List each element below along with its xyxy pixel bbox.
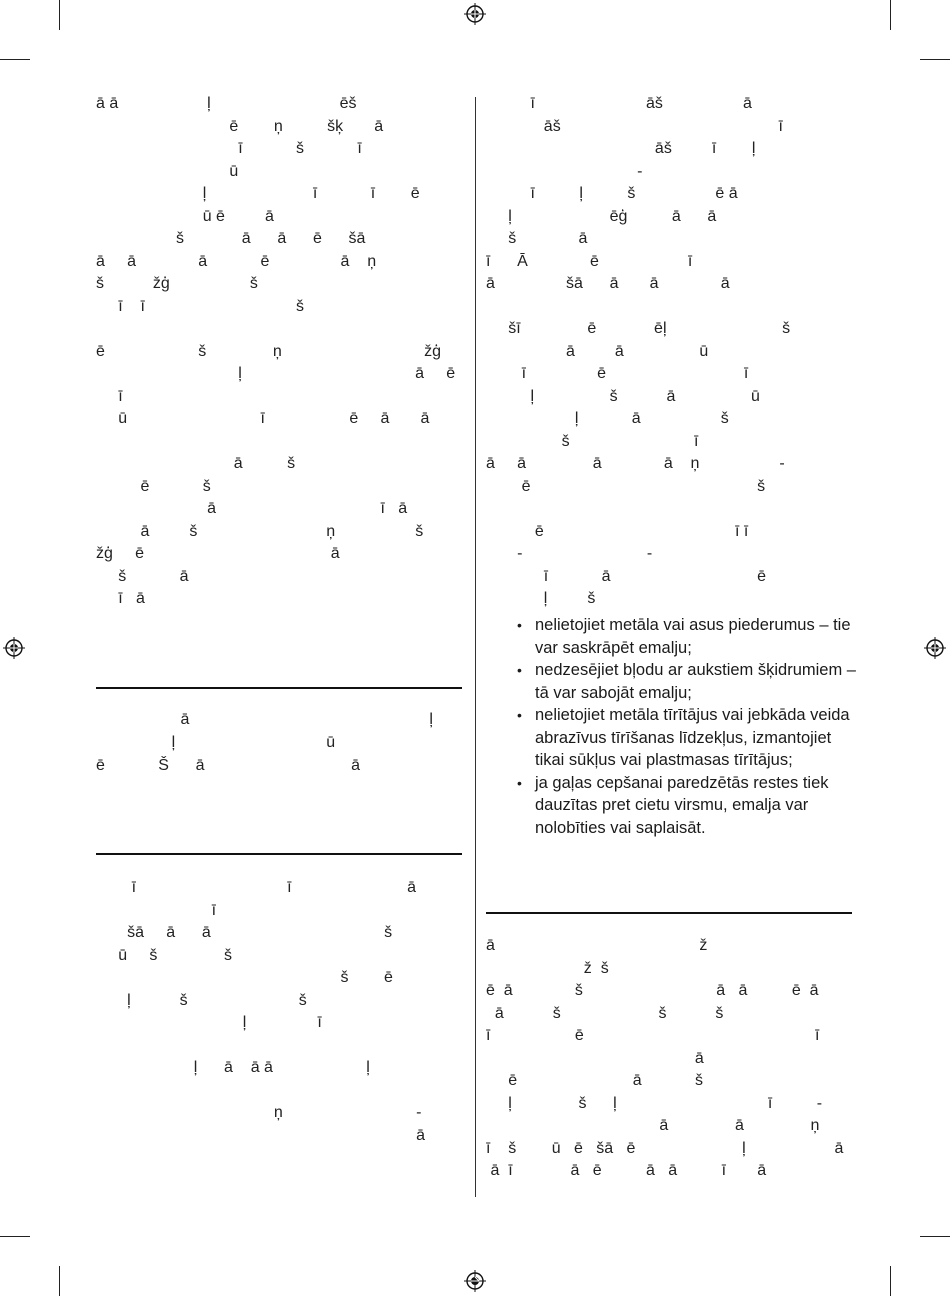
crop-mark <box>920 59 950 60</box>
text-line: ē ā š ā ā ē ā <box>486 982 819 999</box>
text-line: ē š <box>486 477 766 495</box>
text-line: ē ā š <box>486 1072 703 1089</box>
text-line: āš ī <box>486 117 783 135</box>
text-line: š ā <box>486 230 588 247</box>
text-line: ā ā ņ <box>486 1117 820 1134</box>
text-line: ļ ū <box>96 734 336 751</box>
care-instructions-list <box>515 614 860 839</box>
list-item <box>515 772 860 840</box>
text-line: ī ļ š ē ā <box>486 185 738 202</box>
list-item <box>515 659 860 704</box>
registration-crosshair-icon <box>924 637 946 659</box>
text-line: ā ā ļ ēš <box>96 95 357 112</box>
text-line: ā š ņ š <box>96 522 424 540</box>
text-line: ā ā ā ā ņ - <box>486 455 785 472</box>
section-divider <box>96 853 462 855</box>
bullet-icon: • <box>517 774 522 791</box>
text-line: ī <box>96 387 123 405</box>
crop-mark <box>890 1266 891 1296</box>
text-line: ā š š š <box>486 1004 724 1022</box>
text-line: ļ ī ī ē <box>96 185 420 202</box>
text-line: ļ ā ā ā ļ <box>96 1059 370 1076</box>
text-line: ļ š ļ ī - <box>486 1094 823 1112</box>
text-line: ļ ī <box>96 1014 322 1031</box>
text-line: ā ī ā ē ā ā ī ā <box>486 1162 767 1179</box>
text-line: ā <box>96 1126 425 1144</box>
text-line: ē š ņ žģ <box>96 342 441 360</box>
list-item-text: nedzesējiet bļodu ar aukstiem šķidrumiem – tā var sabojāt emalju; <box>535 661 856 702</box>
text-line: ē š <box>96 477 211 495</box>
text-line: ļ ēģ ā ā <box>486 207 717 225</box>
text-line: ē ņ šķ ā <box>96 117 384 135</box>
list-item-text: ja gaļas cepšanai paredzētās restes tiek dauzītas pret cietu virsmu, emalja var nolobīties vai saplaisāt. <box>535 773 829 837</box>
text-line: š žģ š <box>96 275 258 292</box>
text-line: šā ā ā š <box>96 924 393 941</box>
text-line: ā ž <box>486 937 708 954</box>
text-line: ā ī ā <box>96 500 408 517</box>
text-line: ū <box>96 162 239 180</box>
text-line: šī ē ēļ š <box>486 320 791 337</box>
text-line: ļ ā š <box>486 410 729 427</box>
text-line: ī š ū ē šā ē ļ ā <box>486 1139 844 1157</box>
bullet-icon: • <box>517 662 522 678</box>
text-line: ņ - <box>96 1104 422 1121</box>
text-line: ī ā ē <box>486 567 767 585</box>
text-line: ē ī ī <box>486 522 749 540</box>
list-item-text: nelietojiet metāla tīrītājus vai jebkāda veida abrazīvus tīrīšanas līdzekļus, izmantojiet tikai sūkļus vai plastmasas tīrītājus; <box>535 706 850 769</box>
text-line: ī ē ī <box>486 1027 820 1044</box>
text-line: žģ ē ā <box>96 545 340 562</box>
text-line: ļ š ā ū <box>486 387 760 405</box>
list-item <box>515 704 860 772</box>
text-line: ī ā <box>96 590 145 607</box>
crop-mark <box>920 1236 950 1237</box>
registration-crosshair-icon <box>3 637 25 659</box>
text-line: - <box>486 162 643 180</box>
list-item <box>515 614 860 659</box>
crop-mark <box>59 0 60 30</box>
text-line: ī ī ā <box>96 879 417 896</box>
text-line: ā ā ā ē ā ņ <box>96 252 377 270</box>
text-line: ļ ā ē <box>96 365 456 382</box>
text-line: ž š <box>486 959 609 977</box>
bullet-icon: • <box>517 617 522 633</box>
crop-mark <box>0 1236 30 1237</box>
text-line: ā ā ū <box>486 342 709 360</box>
text-line: ū ē ā <box>96 207 274 225</box>
text-line: ī ē ī <box>486 365 749 382</box>
text-line: - - <box>486 545 653 562</box>
registration-crosshair-icon <box>464 3 486 25</box>
crop-mark <box>890 0 891 30</box>
text-line: š ā <box>96 567 189 585</box>
text-line: ā š <box>96 455 296 472</box>
text-line: š ā ā ē šā <box>96 230 366 247</box>
text-line: š ī <box>486 432 699 450</box>
crop-mark <box>0 59 30 60</box>
column-divider <box>475 97 476 1197</box>
text-line: ū š š <box>96 946 233 964</box>
registration-crosshair-icon <box>464 1270 486 1292</box>
section-divider <box>96 687 462 689</box>
text-line: ī Ā ē ī <box>486 252 693 270</box>
text-line: āš ī ļ <box>486 140 756 157</box>
text-line: š ē <box>96 969 393 986</box>
list-item-text: nelietojiet metāla vai asus piederumus – tie var saskrāpēt emalju; <box>535 616 851 657</box>
text-line: ļ š <box>486 590 596 607</box>
section-divider <box>486 912 852 914</box>
text-line: ā <box>486 1049 704 1067</box>
text-line: ļ š š <box>96 991 307 1009</box>
text-line: ū ī ē ā ā <box>96 410 430 427</box>
text-line: ā ļ <box>96 711 433 728</box>
text-line: ā šā ā ā ā <box>486 275 730 292</box>
bullet-icon: • <box>517 707 522 723</box>
text-line: ī š ī <box>96 140 362 157</box>
text-line: ī āš ā <box>486 95 752 112</box>
text-line: ē Š ā ā <box>96 757 361 774</box>
crop-mark <box>59 1266 60 1296</box>
text-line: ī ī š <box>96 297 305 315</box>
text-line: ī <box>96 901 217 919</box>
